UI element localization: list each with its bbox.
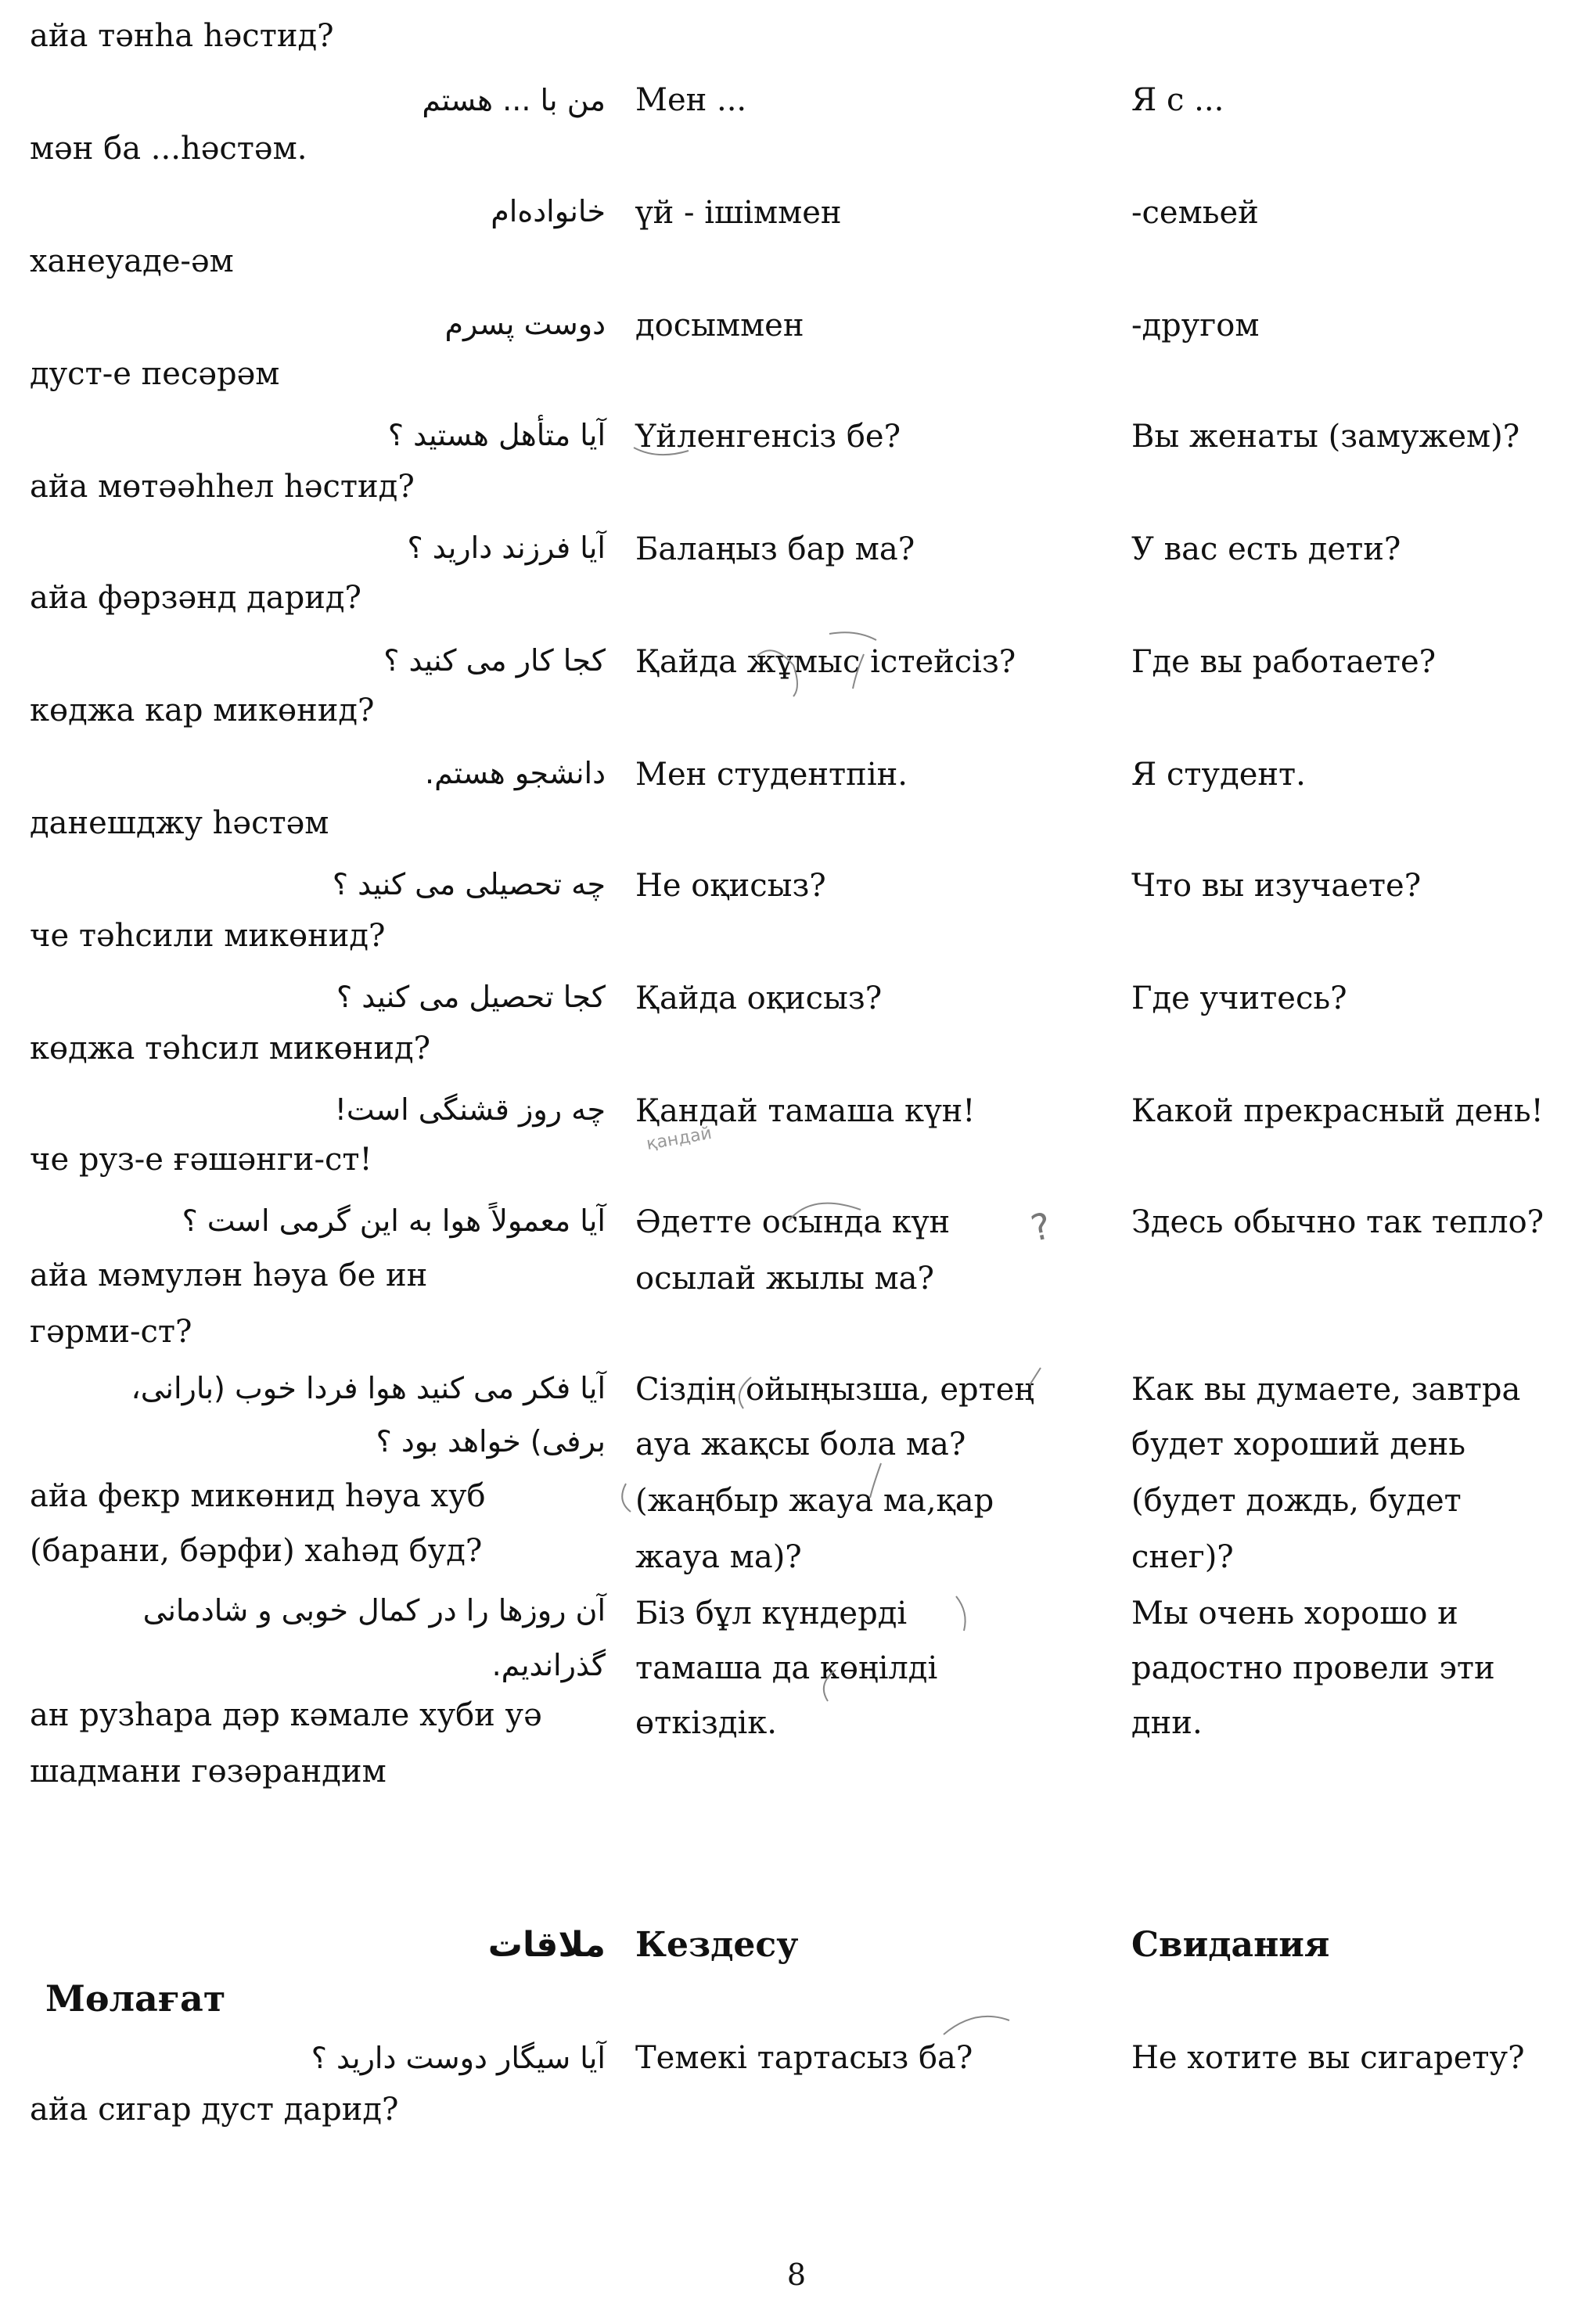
- entry-11-persian-line2: برفی) خواهد بود ؟: [376, 1424, 606, 1459]
- entry-10-persian: آیا معمولاً هوا به این گرمی است ؟: [182, 1203, 606, 1238]
- row-0-kazakh: Мен ...: [635, 82, 747, 118]
- row-6-kazakh: Мен студентпін.: [635, 757, 908, 793]
- row-4-translit: айа фәрзәнд дарид?: [30, 580, 361, 616]
- entry-12-persian-line1: آن روزها را در کمال خوبی و شادمانی: [142, 1593, 606, 1628]
- row-last-russian: Не хотите вы сигарету?: [1131, 2040, 1525, 2076]
- row-4-persian: آیا فرزند دارید ؟: [407, 531, 606, 565]
- row-8-russian: Где учитесь?: [1131, 980, 1347, 1016]
- pencil-arc-tartasyz: [944, 2016, 1009, 2034]
- entry-10-translit-line2: гәрми-ст?: [30, 1314, 192, 1350]
- row-3-kazakh: Үйленгенсіз бе?: [635, 419, 901, 455]
- entry-12-kazakh-line3: өткіздік.: [635, 1705, 777, 1741]
- row-7-russian: Что вы изучаете?: [1131, 868, 1422, 904]
- entry-11-translit-line1: айа фекр микөнид һәуа хуб: [30, 1478, 486, 1514]
- row-6-persian: دانشجو هستم.: [425, 756, 606, 790]
- row-0-persian: من با ... هستم: [422, 83, 606, 117]
- pencil-paren-janbyr: [622, 1484, 631, 1512]
- row-2-translit: дуст-е песәрәм: [30, 356, 280, 392]
- entry-11-russian-line1: Как вы думаете, завтра: [1131, 1372, 1521, 1408]
- pencil-arc-oiynyzsha: [739, 1377, 751, 1408]
- row-7-persian: چه تحصیلی می کنید ؟: [332, 867, 606, 901]
- entry-10-kazakh-line2: осылай жылы ма?: [635, 1261, 934, 1297]
- row-3-translit: айа мөтәәһһел һәстид?: [30, 469, 415, 505]
- pencil-arc-jumys-top: [829, 632, 876, 640]
- pencil-arc-konildi: [824, 1670, 836, 1701]
- row-4-kazakh: Балаңыз бар ма?: [635, 531, 915, 567]
- entry-11-kazakh-line2: ауа жақсы бола ма?: [635, 1426, 966, 1462]
- row-5-persian: کجا کار می کنید ؟: [383, 643, 606, 678]
- pencil-arc-kunderdi: [956, 1596, 966, 1631]
- row-last-kazakh: Темекі тартасыз ба?: [635, 2040, 973, 2076]
- row-3-russian: Вы женаты (замужем)?: [1131, 419, 1520, 455]
- entry-10-kazakh-line1: Әдетте осында күн: [635, 1204, 951, 1240]
- row-last-translit: айа сигар дуст дарид?: [30, 2092, 399, 2128]
- header-translit: айа тәнһа һәстид?: [30, 18, 334, 54]
- row-2-kazakh: досыммен: [635, 308, 804, 344]
- row-9-kazakh: Қандай тамаша күн!: [635, 1093, 976, 1129]
- entry-11-russian-line2: будет хороший день: [1131, 1426, 1466, 1462]
- row-5-kazakh: Қайда жұмыс істейсіз?: [635, 644, 1016, 680]
- row-2-persian: دوست پسرم: [444, 307, 606, 341]
- row-4-russian: У вас есть дети?: [1131, 531, 1401, 567]
- pencil-squiggle-uilengensiz: [634, 448, 689, 455]
- row-9-translit: че руз-е ғәшәнги-ст!: [30, 1142, 372, 1178]
- entry-12-translit-line2: шадмани гөзәрандим: [30, 1754, 387, 1790]
- handwritten-scribble: қандай: [645, 1123, 714, 1155]
- row-3-persian: آیا متأهل هستید ؟: [387, 418, 606, 452]
- pencil-arc-osynda: [789, 1203, 861, 1221]
- entry-11-kazakh-line4: жауа ма)?: [635, 1539, 802, 1575]
- section-heading-russian: Свидания: [1131, 1925, 1330, 1965]
- entry-11-translit-line2: (барани, бәрфи) хаһәд буд?: [30, 1533, 483, 1569]
- pencil-arc-jumys-right: [853, 654, 864, 689]
- row-7-translit: че тәһсили микөнид?: [30, 918, 386, 954]
- entry-12-persian-line2: گذراندیم.: [491, 1648, 606, 1682]
- row-7-kazakh: Не оқисыз?: [635, 868, 826, 904]
- entry-11-kazakh-line3: (жаңбыр жауа ма,қар: [635, 1483, 994, 1519]
- row-8-kazakh: Қайда оқисыз?: [635, 980, 883, 1016]
- entry-12-russian-line3: дни.: [1131, 1705, 1203, 1741]
- page-number: 8: [786, 2257, 807, 2292]
- row-0-russian: Я с ...: [1131, 82, 1224, 118]
- row-6-translit: данешджу һәстәм: [30, 805, 329, 841]
- entry-12-kazakh-line2: тамаша да көңілді: [635, 1650, 938, 1686]
- entry-12-russian-line2: радостно провели эти: [1131, 1650, 1495, 1686]
- entry-12-russian-line1: Мы очень хорошо и: [1131, 1596, 1458, 1631]
- row-8-translit: көджа тәһсил микөнид?: [30, 1031, 431, 1067]
- entry-12-kazakh-line1: Біз бұл күндерді: [635, 1596, 908, 1631]
- row-2-russian: -другом: [1131, 308, 1260, 344]
- row-9-russian: Какой прекрасный день!: [1131, 1093, 1544, 1129]
- section-heading-kazakh: Кездесу: [635, 1925, 799, 1965]
- pencil-dash-erten: [1030, 1368, 1041, 1385]
- row-1-persian: خانواده‌ام: [491, 194, 606, 228]
- row-6-russian: Я студент.: [1131, 757, 1306, 793]
- entry-11-kazakh-line1: Сіздің ойыңызша, ертең: [635, 1372, 1035, 1408]
- row-8-persian: کجا تحصیل می کنید ؟: [336, 980, 606, 1014]
- entry-12-translit-line1: ан рузһара дәр кәмале хуби уә: [30, 1697, 542, 1733]
- row-9-persian: چه روز قشنگی است!: [334, 1092, 606, 1127]
- entry-10-russian: Здесь обычно так тепло?: [1131, 1204, 1544, 1240]
- row-1-kazakh: үй - ішіммен: [635, 195, 842, 231]
- row-0-translit: мән ба ...һәстәм.: [30, 131, 307, 167]
- section-heading-persian: ملاقات: [487, 1925, 606, 1965]
- row-1-translit: ханеуаде-әм: [30, 243, 234, 279]
- row-5-translit: көджа кар микөнид?: [30, 693, 375, 728]
- entry-11-russian-line4: снег)?: [1131, 1539, 1234, 1575]
- section-heading-translit: Мөлағат: [45, 1977, 226, 2020]
- entry-10-translit-line1: айа мәмулән һәуа бе ин: [30, 1257, 428, 1293]
- entry-11-persian-line1: آیا فکر می کنید هوا فردا خوب (بارانی،: [131, 1371, 606, 1405]
- handwritten-question-mark: ?: [1027, 1204, 1055, 1250]
- entry-11-russian-line3: (будет дождь, будет: [1131, 1483, 1462, 1519]
- pencil-arc-jumys-left: [757, 650, 797, 696]
- row-1-russian: -семьей: [1131, 195, 1259, 231]
- row-last-persian: آیا سیگار دوست دارید ؟: [311, 2041, 606, 2075]
- pencil-arc-bola: [870, 1463, 881, 1498]
- row-5-russian: Где вы работаете?: [1131, 644, 1437, 680]
